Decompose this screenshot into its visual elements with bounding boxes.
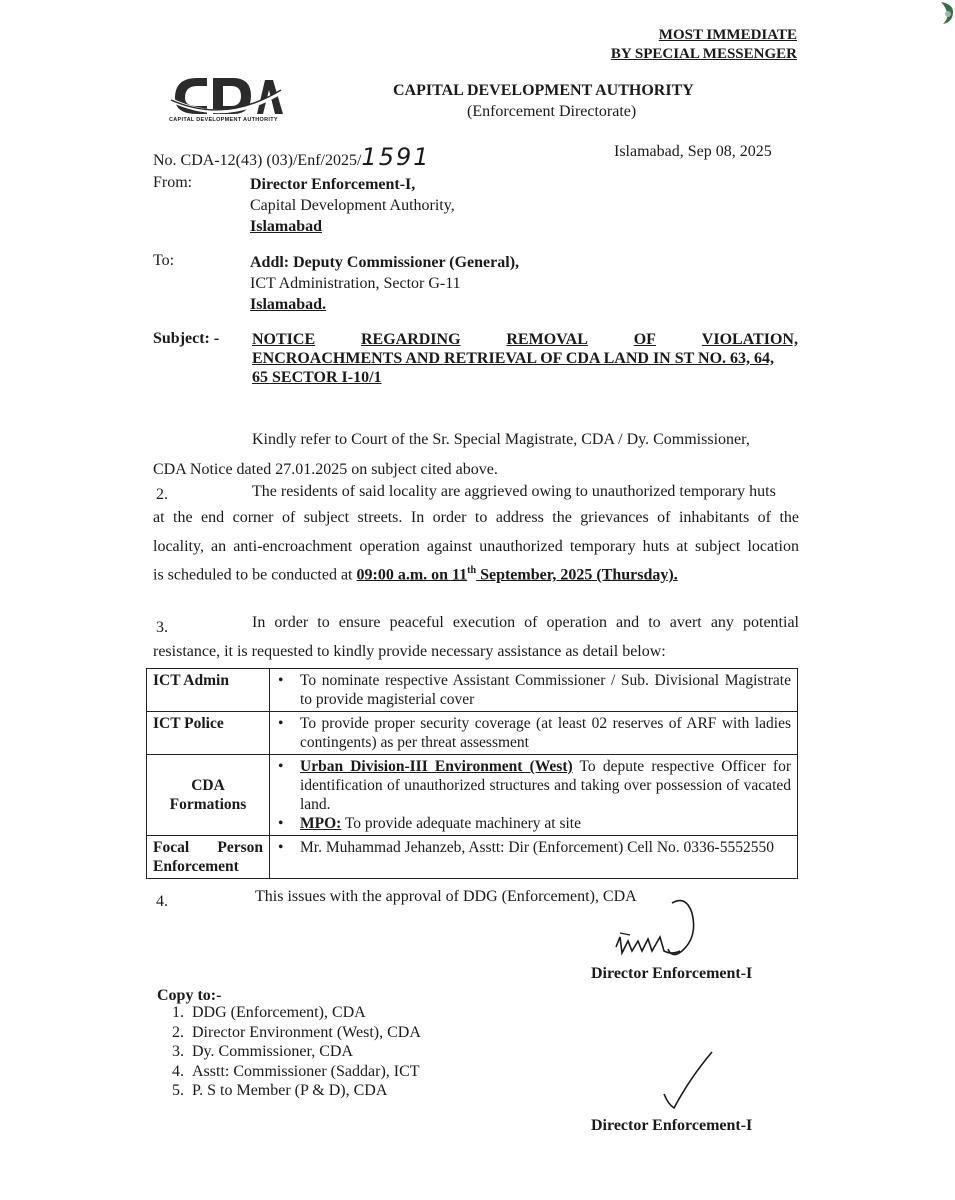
list-item-number: 1.	[172, 1004, 184, 1021]
bullet-icon: •	[278, 672, 284, 689]
list-item-prefix: MPO:	[300, 815, 342, 832]
para-1-line-1: Kindly refer to Court of the Sr. Special Magistrate, CDA / Dy. Commissioner,	[252, 431, 750, 448]
list-item-text	[300, 757, 791, 814]
subject-word: OF	[633, 331, 656, 348]
table-row-label	[147, 755, 270, 836]
to-block	[250, 252, 519, 315]
list-item-prefix: Urban Division-III Environment (West)	[300, 758, 573, 775]
signature-tick	[660, 1048, 720, 1110]
para-2-schedule-prefix: is scheduled to be conducted at	[153, 566, 357, 584]
copy-to-heading: Copy to:-	[157, 987, 222, 1004]
signatory-title-2: Director Enforcement-I	[591, 1117, 753, 1134]
list-item	[162, 1042, 421, 1062]
list-item	[276, 671, 791, 709]
from-block	[250, 174, 455, 237]
table-row-label-line-1: CDA	[191, 777, 225, 794]
corner-emblem-icon	[933, 0, 955, 26]
para-4-text: This issues with the approval of DDG (Enforcement), CDA	[255, 888, 637, 905]
list-item-text: Director Environment (West), CDA	[192, 1023, 421, 1041]
para-3-number: 3.	[156, 619, 168, 636]
list-item-number: 5.	[172, 1082, 184, 1099]
list-item-body: To depute respective Officer for identification of unauthorized structures and taking over possession of vacated land.	[300, 758, 791, 813]
list-item	[162, 1023, 421, 1043]
para-2-line-4	[153, 565, 678, 584]
para-1-line-2: CDA Notice dated 27.01.2025 on subject cited above.	[153, 461, 498, 478]
to-line-1: Addl: Deputy Commissioner (General),	[250, 254, 520, 271]
cda-logo	[165, 70, 285, 128]
to-line-2: ICT Administration, Sector G-11	[250, 275, 461, 292]
list-item-number: 2.	[172, 1023, 184, 1041]
subject-word: NOTICE	[252, 331, 316, 348]
directorate: (Enforcement Directorate)	[467, 103, 637, 120]
subject-block	[252, 330, 798, 387]
para-2-number: 2.	[156, 486, 168, 503]
copy-to-list	[162, 1003, 421, 1101]
list-item-text: Dy. Commissioner, CDA	[192, 1043, 353, 1060]
org-name: CAPITAL DEVELOPMENT AUTHORITY	[393, 82, 694, 99]
list-item	[276, 714, 791, 752]
list-item-text: To provide proper security coverage (at least 02 reserves of ARF with ladies contingents) as per threat assessment	[300, 715, 791, 751]
list-item-body: To provide adequate machinery at site	[341, 815, 581, 832]
table-row-label-line-1: Focal Person	[153, 839, 263, 856]
para-2-schedule-date: September, 2025 (Thursday).	[476, 566, 678, 584]
list-item-text	[300, 814, 791, 833]
table-row-details	[270, 836, 798, 879]
table-row-label: ICT Police	[147, 712, 270, 755]
list-item	[162, 1062, 421, 1082]
para-2-schedule-sup: th	[467, 565, 477, 576]
subject-label: Subject: -	[153, 330, 220, 347]
bullet-icon: •	[278, 815, 284, 832]
from-line-3: Islamabad	[250, 218, 323, 235]
para-2-line-2: at the end corner of subject streets. In order to address the grievances of inhabitants of the	[153, 509, 799, 526]
list-item	[162, 1081, 421, 1101]
list-item-text: P. S to Member (P & D), CDA	[192, 1082, 388, 1099]
para-2-line-3: locality, an anti-encroachment operation against unauthorized temporary huts at subject location	[153, 538, 799, 555]
para-2-schedule-time: 09:00 a.m. on 11	[356, 566, 468, 584]
para-3-line-1: In order to ensure peaceful execution of operation and to avert any potential	[252, 614, 799, 631]
list-item	[276, 838, 791, 857]
subject-word: REMOVAL	[506, 331, 588, 348]
table-row-label-line-2: Enforcement	[153, 858, 239, 875]
bullet-icon: •	[278, 758, 284, 775]
list-item-number: 3.	[172, 1043, 184, 1060]
list-item	[162, 1003, 421, 1023]
list-item	[276, 814, 791, 833]
list-item-text: DDG (Enforcement), CDA	[192, 1004, 366, 1021]
list-item-number: 4.	[172, 1062, 184, 1080]
from-line-2: Capital Development Authority,	[250, 197, 455, 214]
list-item	[276, 757, 791, 814]
subject-line-3: 65 SECTOR I-10/1	[252, 369, 382, 386]
to-line-3: Islamabad.	[250, 296, 327, 313]
table-row	[147, 712, 798, 755]
subject-word: VIOLATION,	[701, 331, 798, 348]
signatory-title-1: Director Enforcement-I	[591, 965, 753, 982]
list-item-text: Asstt: Commissioner (Saddar), ICT	[192, 1062, 420, 1080]
from-label: From:	[153, 174, 193, 191]
table-row-label	[147, 836, 270, 879]
subject-line-2: ENCROACHMENTS AND RETRIEVAL OF CDA LAND IN ST NO. 63, 64,	[252, 350, 775, 367]
subject-word: REGARDING	[360, 331, 461, 348]
bullet-icon: •	[278, 839, 284, 856]
table-row-details	[270, 669, 798, 712]
list-item-text: Mr. Muhammad Jehanzeb, Asstt: Dir (Enforcement) Cell No. 0336-5552550	[300, 839, 774, 856]
table-row	[147, 755, 798, 836]
reference-number-text: No. CDA-12(43) (03)/Enf/2025/	[153, 152, 362, 169]
handwritten-number: 1591	[361, 143, 431, 171]
subject-line-1	[252, 330, 798, 349]
table-row-label: ICT Admin	[147, 669, 270, 712]
to-label: To:	[153, 252, 175, 269]
reference-number	[153, 143, 431, 171]
priority-line-1: MOST IMMEDIATE	[658, 27, 797, 43]
table-row-label-line-2: Formations	[169, 796, 247, 813]
para-2-line-1: The residents of said locality are aggrieved owing to unauthorized temporary huts	[252, 483, 776, 500]
table-row-details	[270, 712, 798, 755]
assistance-table	[146, 668, 798, 879]
table-row	[147, 836, 798, 879]
priority-block	[611, 26, 797, 64]
table-row	[147, 669, 798, 712]
table-row-details	[270, 755, 798, 836]
logo-subtext: CAPITAL DEVELOPMENT AUTHORITY	[169, 117, 278, 123]
para-4-number: 4.	[156, 893, 168, 910]
place-date: Islamabad, Sep 08, 2025	[614, 143, 772, 160]
list-item-text: To nominate respective Assistant Commissioner / Sub. Divisional Magistrate to provide magisterial cover	[300, 672, 791, 708]
bullet-icon: •	[278, 715, 284, 732]
priority-line-2: BY SPECIAL MESSENGER	[610, 46, 797, 62]
signature-scribble	[610, 893, 710, 973]
from-line-1: Director Enforcement-I,	[250, 176, 416, 193]
para-3-line-2: resistance, it is requested to kindly provide necessary assistance as detail below:	[153, 643, 666, 660]
